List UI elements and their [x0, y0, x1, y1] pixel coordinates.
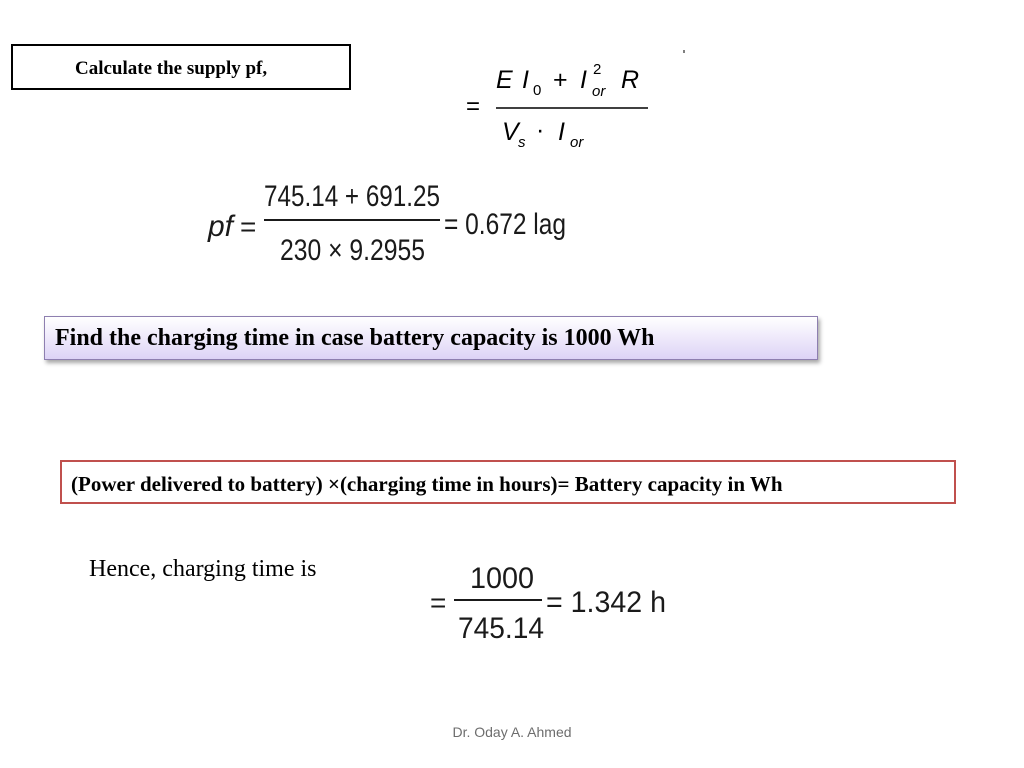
formula-I0: I — [522, 66, 529, 94]
time-numerator: 1000 — [470, 562, 534, 595]
power-relation-box — [60, 460, 956, 504]
time-equals: = — [430, 587, 447, 618]
formula-R: R — [621, 66, 640, 94]
formula-plus: + — [553, 66, 568, 94]
formula-sub-or-den: or — [570, 134, 584, 151]
time-result: = 1.342 h — [546, 586, 666, 619]
formula-equals: = — [466, 93, 481, 120]
formula-I-or-den: I — [558, 118, 565, 146]
supply-pf-box — [11, 44, 351, 90]
time-denominator: 745.14 — [458, 612, 544, 645]
formula-sub-or: or — [592, 83, 606, 100]
power-relation-text: (Power delivered to battery) ×(charging time in hours)= Battery capacity in Wh — [71, 472, 783, 496]
footer-author: Dr. Oday A. Ahmed — [452, 724, 572, 740]
supply-pf-text: Calculate the supply pf, — [75, 58, 268, 79]
pf-numerator: 745.14 + 691.25 — [264, 180, 440, 213]
pf-lhs: pf — [208, 210, 234, 243]
pf-formula — [462, 50, 692, 160]
hence-text: Hence, charging time is — [89, 556, 317, 582]
charging-time-text: Find the charging time in case battery capacity is 1000 Wh — [55, 325, 655, 351]
formula-dot: · — [536, 116, 545, 144]
formula-V: V — [502, 118, 519, 146]
pf-calculation — [200, 158, 590, 284]
pf-equals: = — [240, 211, 257, 242]
charging-time-calculation — [428, 552, 688, 650]
pf-denominator: 230 × 9.2955 — [280, 234, 425, 267]
charging-time-box — [44, 316, 818, 360]
formula-sup-2: 2 — [593, 61, 602, 78]
formula-I-or: I — [580, 66, 587, 94]
formula-E: E — [496, 66, 513, 94]
formula-sub-s: s — [518, 134, 526, 151]
formula-sub-0: 0 — [533, 82, 542, 99]
pf-result: = 0.672 lag — [444, 208, 566, 241]
